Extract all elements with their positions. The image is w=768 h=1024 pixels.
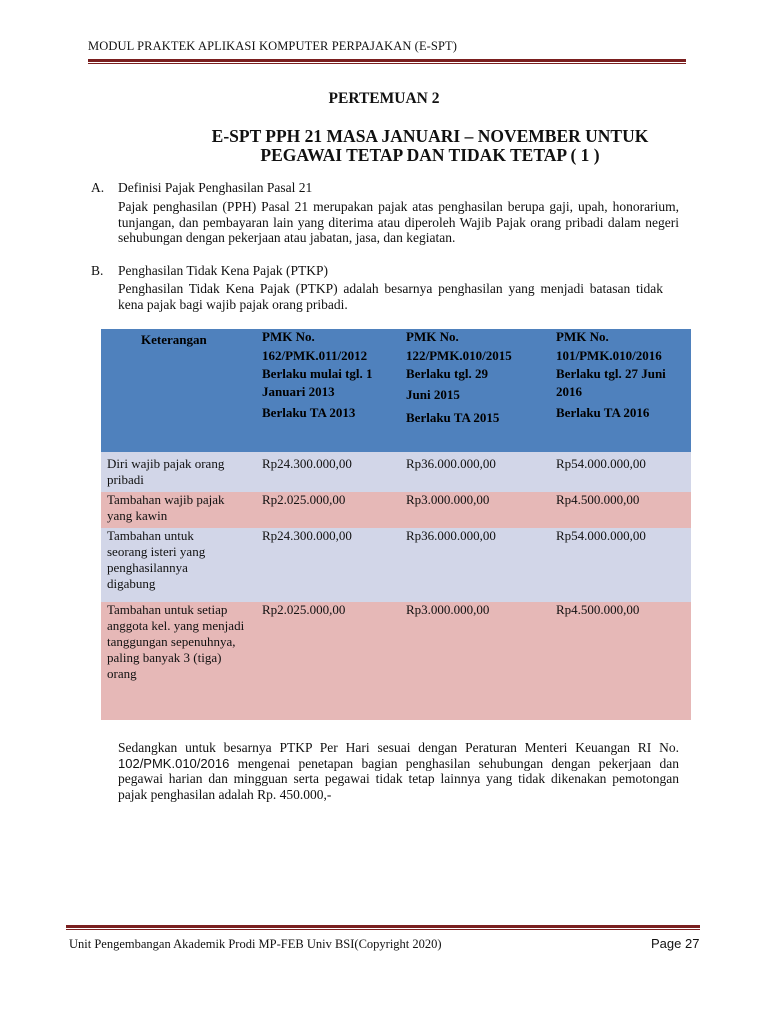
page-title: [170, 127, 690, 165]
header-pmk-2016-l1: PMK No.: [556, 329, 609, 344]
table-row: [101, 492, 691, 528]
row-value-2015: Rp36.000.000,00: [406, 456, 496, 471]
row-value-2016: Rp54.000.000,00: [556, 456, 646, 471]
page-title-line1: E-SPT PPH 21 MASA JANUARI – NOVEMBER UNTUK: [211, 126, 649, 146]
row-value-2015: Rp36.000.000,00: [406, 528, 496, 543]
row-value-2016: Rp4.500.000,00: [556, 602, 640, 617]
row-label: Tambahan untuk seorang isteri yang penghasilannya digabung: [107, 528, 206, 591]
row-label: Tambahan wajib pajak yang kawin: [107, 492, 225, 523]
header-pmk-2015-l4: Juni 2015: [406, 387, 460, 402]
header-pmk-2013: [262, 329, 402, 421]
section-b-letter: B.: [91, 263, 104, 278]
header-pmk-2015-l2: 122/PMK.010/2015: [406, 348, 512, 363]
header-pmk-2016-l2: 101/PMK.010/2016: [556, 348, 662, 363]
footer-rule: [66, 925, 700, 928]
row-value-2015: Rp3.000.000,00: [406, 492, 490, 507]
regulation-number: 102/PMK.010/2016: [118, 755, 230, 771]
header-keterangan: Keterangan: [141, 332, 207, 347]
section-a-body: Pajak penghasilan (PPH) Pasal 21 merupakan pajak atas penghasilan berupa gaji, upah, honorarium, tunjangan, dan pembayaran lain yang diterima atau diperoleh Wajib Pajak orang pribadi dalam negeri sehubungan dengan pekerjaan atau jabatan, jasa, dan kegiatan.: [118, 199, 679, 245]
header-pmk-2013-l3: Berlaku mulai tgl. 1: [262, 366, 373, 381]
ptkp-table: [101, 329, 691, 720]
row-value-2015: Rp3.000.000,00: [406, 602, 490, 617]
footer-credit: Unit Pengembangan Akademik Prodi MP-FEB Univ BSI(Copyright 2020): [69, 937, 442, 951]
row-label: Diri wajib pajak orang pribadi: [107, 456, 225, 487]
header-pmk-2015-l3: Berlaku tgl. 29: [406, 366, 488, 381]
row-value-2016: Rp54.000.000,00: [556, 528, 646, 543]
table-row: [101, 602, 691, 720]
header-pmk-2015: [406, 329, 546, 426]
table-row: [101, 528, 691, 602]
header-pmk-2016-l3: Berlaku tgl. 27 Juni: [556, 366, 666, 381]
meeting-title: PERTEMUAN 2: [328, 90, 440, 107]
row-value-2013: Rp2.025.000,00: [262, 492, 346, 507]
row-label: Tambahan untuk setiap anggota kel. yang menjadi tanggungan sepenuhnya, paling banyak 3 (tiga) orang: [107, 602, 245, 681]
running-header: MODUL PRAKTEK APLIKASI KOMPUTER PERPAJAKAN (E-SPT): [88, 39, 458, 53]
section-b-heading: Penghasilan Tidak Kena Pajak (PTKP): [118, 263, 328, 278]
footer-rule-thin: [66, 929, 700, 930]
header-pmk-2016-l5: Berlaku TA 2016: [556, 405, 650, 420]
header-rule: [88, 59, 686, 62]
section-b-body: Penghasilan Tidak Kena Pajak (PTKP) adalah besarnya penghasilan yang menjadi batasan tidak kena pajak bagi wajib pajak orang pribadi.: [118, 281, 663, 312]
header-pmk-2013-l4: Januari 2013: [262, 384, 335, 399]
header-pmk-2015-l1: PMK No.: [406, 329, 459, 344]
table-row: [101, 452, 691, 492]
header-pmk-2013-l1: PMK No.: [262, 329, 315, 344]
header-pmk-2013-l2: 162/PMK.011/2012: [262, 348, 368, 363]
table-header-row: [101, 329, 691, 452]
row-value-2013: Rp24.300.000,00: [262, 456, 352, 471]
header-pmk-2016: [556, 329, 691, 421]
closing-part1: Sedangkan untuk besarnya PTKP Per Hari sesuai dengan Peraturan Menteri Keuangan RI No.: [118, 740, 679, 755]
page-number: Page 27: [651, 936, 700, 951]
page-title-line2: PEGAWAI TETAP DAN TIDAK TETAP ( 1 ): [260, 145, 600, 165]
header-rule-thin: [88, 63, 686, 64]
closing-paragraph: [118, 740, 679, 802]
header-pmk-2013-l5: Berlaku TA 2013: [262, 405, 356, 420]
row-value-2013: Rp2.025.000,00: [262, 602, 346, 617]
header-pmk-2016-l4: 2016: [556, 384, 582, 399]
section-a-heading: Definisi Pajak Penghasilan Pasal 21: [118, 180, 313, 195]
header-pmk-2015-l5: Berlaku TA 2015: [406, 410, 500, 425]
row-value-2016: Rp4.500.000,00: [556, 492, 640, 507]
closing-part2: mengenai penetapan bagian penghasilan sehubungan dengan pekerjaan dan pegawai harian dan mingguan serta pegawai tidak tetap lainnya yang tidak dikenakan pemotongan pajak penghasilan adalah Rp. 450.000,-: [118, 755, 679, 802]
section-a-letter: A.: [91, 180, 105, 195]
row-value-2013: Rp24.300.000,00: [262, 528, 352, 543]
